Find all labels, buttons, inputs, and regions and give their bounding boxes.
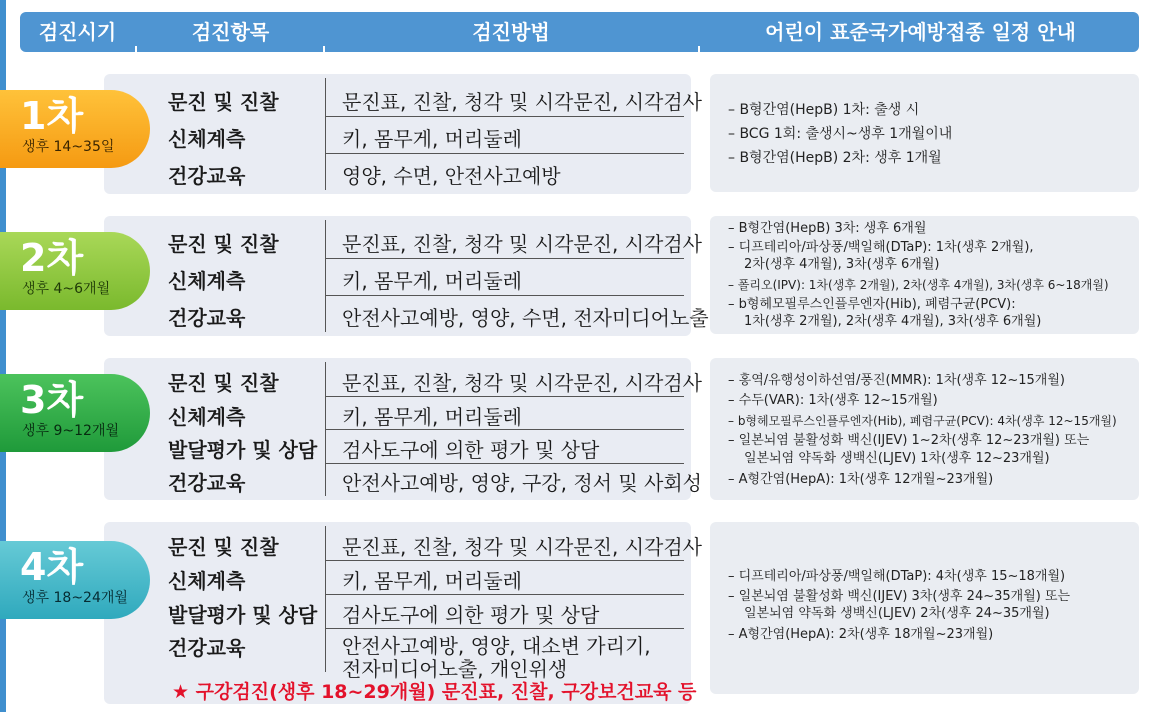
exam-method: 키, 몸무게, 머리둘레 [342, 405, 522, 429]
exam-method: 문진표, 진찰, 청각 및 시각문진, 시각검사 [342, 535, 702, 559]
row-divider [325, 295, 684, 296]
vaccine-note: – 수두(VAR): 1차(생후 12~15개월) [728, 393, 938, 408]
vaccine-note: – B형간염(HepB) 1차: 출생 시 [728, 102, 920, 118]
header-exam-period: 검진시기 [38, 20, 117, 44]
exam-item: 발달평가 및 상담 [168, 438, 318, 462]
vaccine-note: – 일본뇌염 불활성화 백신(IJEV) 3차(생후 24~35개월) 또는 [728, 589, 1071, 604]
exam-item: 신체계측 [168, 269, 246, 293]
row-divider [325, 396, 684, 397]
row-divider [325, 153, 684, 154]
exam-method: 안전사고예방, 영양, 수면, 전자미디어노출 [342, 306, 709, 330]
vaccine-note: – 폴리오(IPV): 1차(생후 2개월), 2차(생후 4개월), 3차(생후 6~18개월) [728, 278, 1109, 292]
vaccine-note: 일본뇌염 약독화 생백신(LJEV) 2차(생후 24~35개월) [744, 606, 1050, 621]
column-divider [325, 526, 326, 672]
exam-method: 문진표, 진찰, 청각 및 시각문진, 시각검사 [342, 90, 702, 114]
exam-method-continued: 전자미디어노출, 개인위생 [342, 657, 568, 681]
column-divider [325, 78, 326, 190]
header-divider [135, 46, 137, 60]
dental-checkup-footnote: ★ 구강검진(생후 18~29개월) 문진표, 진찰, 구강보건교육 등 [172, 681, 697, 703]
stage-number: 2차 [20, 236, 84, 280]
vaccine-note: – b형헤모필루스인플루엔자(Hib), 폐렴구균(PCV): 4차(생후 12~15개월) [728, 414, 1117, 428]
row-divider [325, 463, 684, 464]
stage-age: 생후 18~24개월 [22, 590, 128, 606]
stage-number: 3차 [20, 378, 84, 422]
exam-method: 검사도구에 의한 평가 및 상담 [342, 438, 600, 462]
stage-1-badge [0, 90, 150, 168]
vaccine-note: – 일본뇌염 불활성화 백신(IJEV) 1~2차(생후 12~23개월) 또는 [728, 433, 1090, 448]
row-divider [325, 116, 684, 117]
exam-item: 건강교육 [168, 306, 246, 330]
exam-method: 안전사고예방, 영양, 구강, 정서 및 사회성 [342, 471, 702, 495]
exam-item: 건강교육 [168, 164, 246, 188]
row-divider [325, 628, 684, 629]
header-exam-method: 검진방법 [472, 20, 550, 44]
exam-item: 건강교육 [168, 471, 246, 495]
stage-4-badge [0, 541, 150, 619]
exam-method: 문진표, 진찰, 청각 및 시각문진, 시각검사 [342, 371, 702, 395]
exam-item: 문진 및 진찰 [168, 371, 279, 395]
vaccine-note: – b형헤모필루스인플루엔자(Hib), 폐렴구균(PCV): [728, 297, 1016, 312]
vaccine-note: – B형간염(HepB) 2차: 생후 1개월 [728, 150, 942, 166]
header-divider [698, 46, 700, 60]
exam-method: 문진표, 진찰, 청각 및 시각문진, 시각검사 [342, 232, 702, 256]
exam-item: 문진 및 진찰 [168, 535, 279, 559]
vaccine-note: – BCG 1회: 출생시~생후 1개월이내 [728, 126, 953, 142]
vaccine-note: 2차(생후 4개월), 3차(생후 6개월) [744, 257, 940, 272]
exam-method: 키, 몸무게, 머리둘레 [342, 269, 522, 293]
table-header [20, 12, 1139, 52]
exam-item: 신체계측 [168, 569, 246, 593]
header-vaccination-schedule: 어린이 표준국가예방접종 일정 안내 [765, 20, 1076, 44]
exam-item: 발달평가 및 상담 [168, 603, 318, 627]
stage-age: 생후 14~35일 [22, 139, 115, 155]
vaccine-note: 1차(생후 2개월), 2차(생후 4개월), 3차(생후 6개월) [744, 314, 1042, 329]
vaccine-note: – 디프테리아/파상풍/백일해(DTaP): 4차(생후 15~18개월) [728, 569, 1066, 584]
exam-method: 영양, 수면, 안전사고예방 [342, 164, 561, 188]
stage-age: 생후 4~6개월 [22, 281, 111, 297]
exam-method: 키, 몸무게, 머리둘레 [342, 127, 522, 151]
vaccine-note: 일본뇌염 약독화 생백신(LJEV) 1차(생후 12~23개월) [744, 451, 1050, 466]
exam-item: 문진 및 진찰 [168, 90, 279, 114]
vaccine-note: – A형간염(HepA): 2차(생후 18개월~23개월) [728, 627, 994, 642]
row-divider [325, 594, 684, 595]
exam-item: 신체계측 [168, 127, 246, 151]
row-divider [325, 560, 684, 561]
stage-number: 1차 [20, 94, 84, 138]
stage-number: 4차 [20, 545, 84, 589]
exam-item: 문진 및 진찰 [168, 232, 279, 256]
stage-2-badge [0, 232, 150, 310]
header-exam-item: 검진항목 [191, 20, 270, 44]
row-divider [325, 258, 684, 259]
header-divider [323, 46, 325, 60]
vaccine-note: – A형간염(HepA): 1차(생후 12개월~23개월) [728, 472, 994, 487]
exam-method: 안전사고예방, 영양, 대소변 가리기, [342, 634, 651, 658]
exam-method: 검사도구에 의한 평가 및 상담 [342, 603, 600, 627]
column-divider [325, 220, 326, 332]
stage-3-badge [0, 374, 150, 452]
vaccine-note: – 홍역/유행성이하선염/풍진(MMR): 1차(생후 12~15개월) [728, 373, 1065, 388]
vaccine-note: – B형간염(HepB) 3차: 생후 6개월 [728, 221, 927, 236]
exam-item: 신체계측 [168, 405, 246, 429]
vaccine-note: – 디프테리아/파상풍/백일해(DTaP): 1차(생후 2개월), [728, 240, 1034, 255]
exam-method: 키, 몸무게, 머리둘레 [342, 569, 522, 593]
exam-item: 건강교육 [168, 636, 246, 660]
stage-age: 생후 9~12개월 [22, 423, 119, 439]
